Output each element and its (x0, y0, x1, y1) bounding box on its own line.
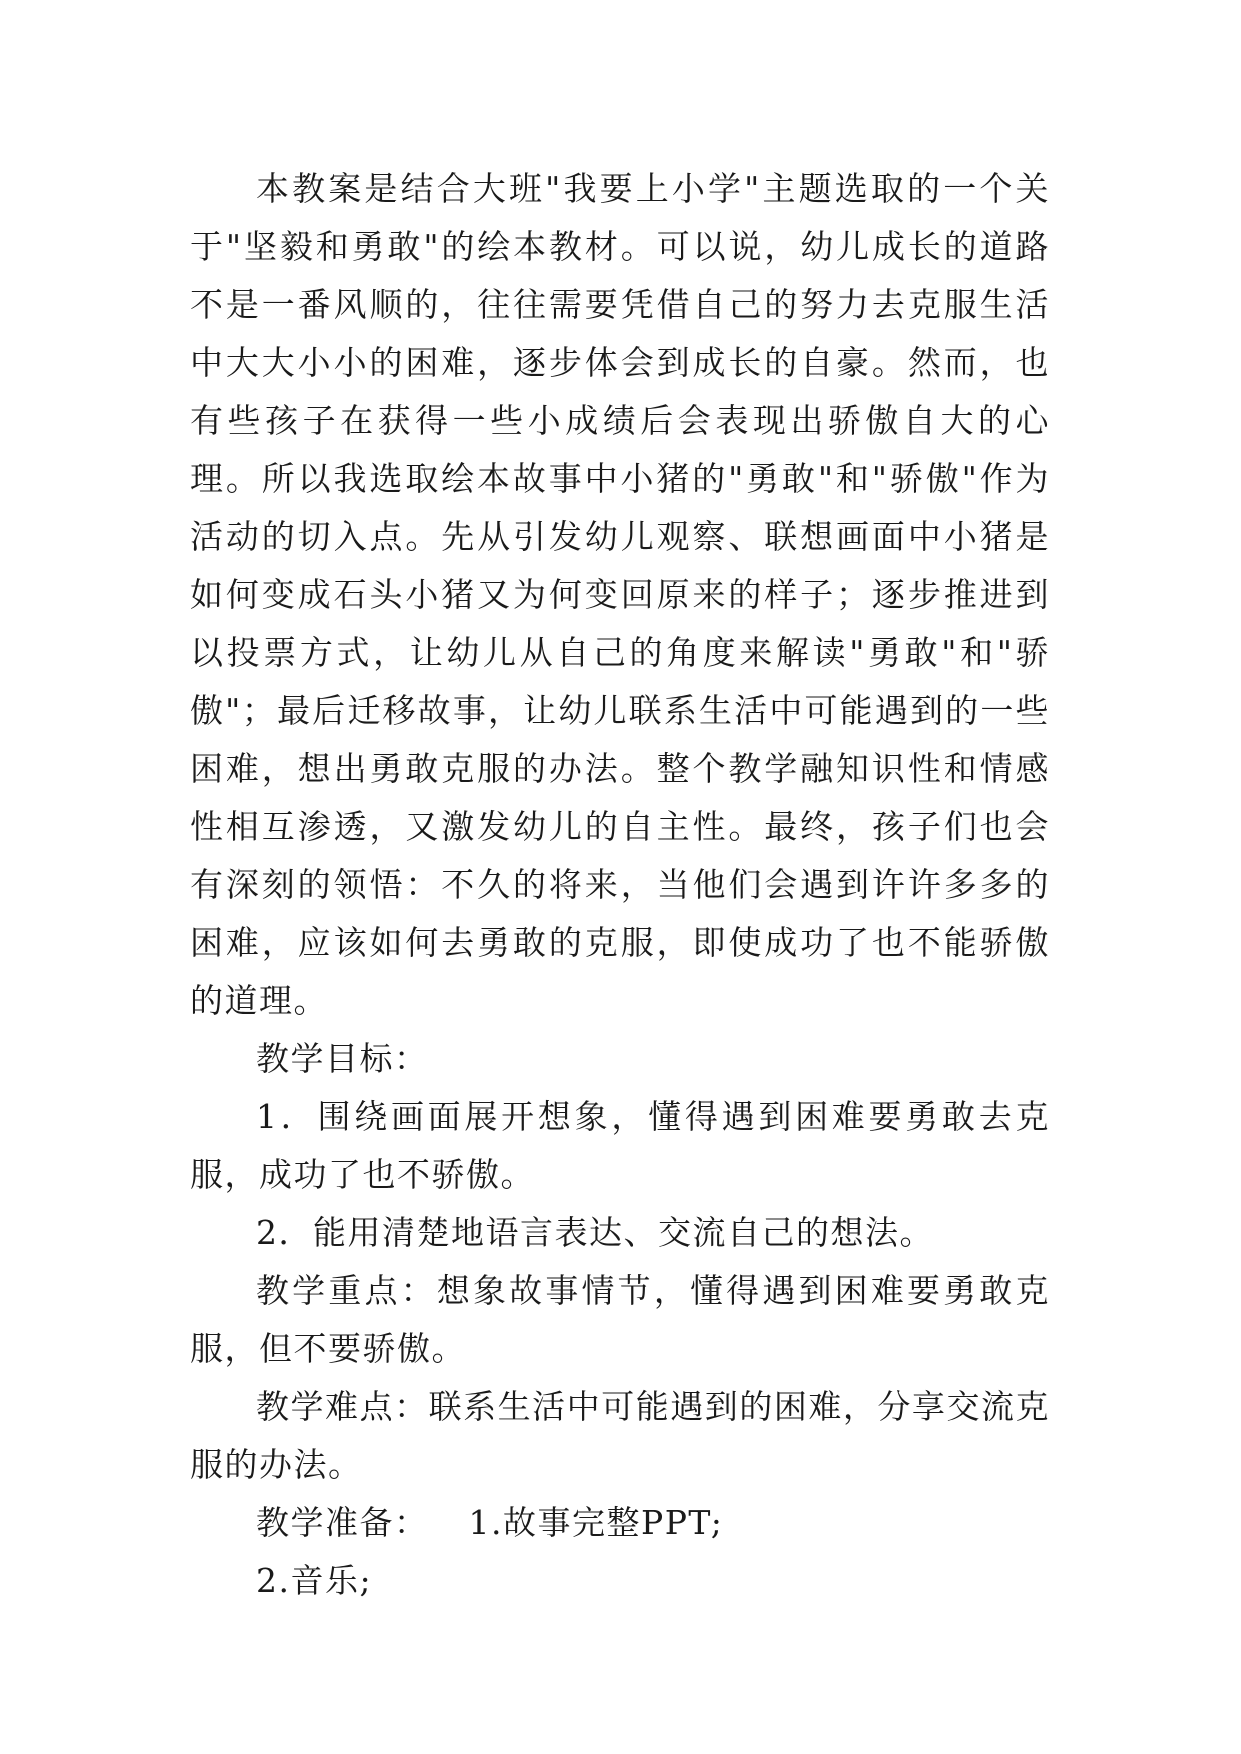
difficulties-paragraph: 教学难点：联系生活中可能遇到的困难，分享交流克服的办法。 (190, 1387, 1050, 1484)
goal-item-1: 1．围绕画面展开想象，懂得遇到困难要勇敢去克服，成功了也不骄傲。 (190, 1097, 1050, 1194)
preparation-label: 教学准备： (256, 1503, 429, 1542)
preparation-item-1: 1.故事完整PPT; (468, 1503, 724, 1542)
key-points-paragraph: 教学重点：想象故事情节，懂得遇到困难要勇敢克服，但不要骄傲。 (190, 1271, 1050, 1368)
preparation-line (190, 1494, 1050, 1552)
goal-item-2: 2．能用清楚地语言表达、交流自己的想法。 (256, 1213, 934, 1252)
goals-heading: 教学目标： (256, 1039, 429, 1078)
document-body (190, 160, 1050, 1610)
preparation-item-2: 2.音乐; (256, 1561, 373, 1600)
intro-paragraph: 本教案是结合大班"我要上小学"主题选取的一个关于"坚毅和勇敢"的绘本教材。可以说，幼儿成长的道路不是一番风顺的，往往需要凭借自己的努力去克服生活中大大小小的困难，逐步体会到成长的自豪。然而，也有些孩子在获得一些小成绩后会表现出骄傲自大的心理。所以我选取绘本故事中小猪的"勇敢"和"骄傲"作为活动的切入点。先从引发幼儿观察、联想画面中小猪是如何变成石头小猪又为何变回原来的样子；逐步推进到以投票方式，让幼儿从自己的角度来解读"勇敢"和"骄傲"；最后迁移故事，让幼儿联系生活中可能遇到的一些困难，想出勇敢克服的办法。整个教学融知识性和情感性相互渗透，又激发幼儿的自主性。最终，孩子们也会有深刻的领悟：不久的将来，当他们会遇到许许多多的困难，应该如何去勇敢的克服，即使成功了也不能骄傲的道理。 (190, 169, 1050, 1020)
